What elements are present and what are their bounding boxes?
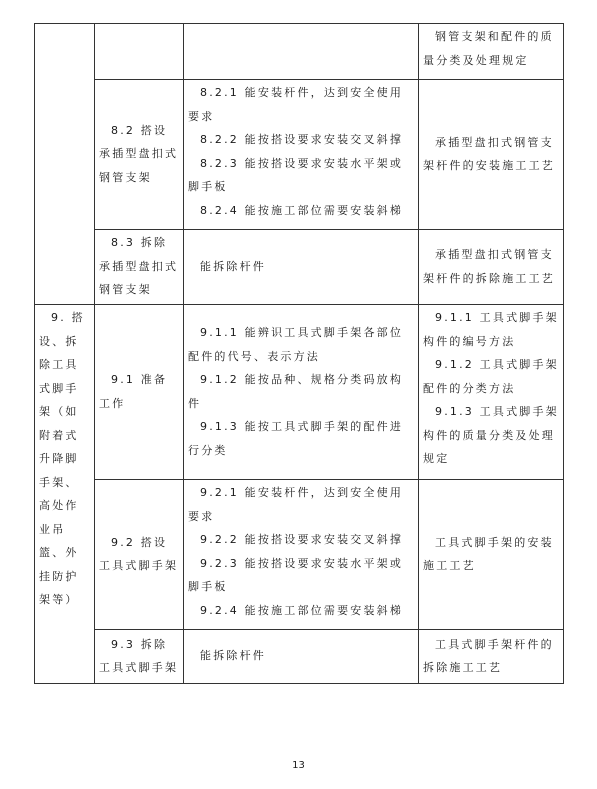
table-row: [35, 630, 564, 684]
requirement-line: 8.2.2 能按搭设要求安装交叉斜撑: [200, 133, 404, 146]
knowledge-line: 9.1.2 工具式脚手架配件的分类方法: [423, 358, 559, 395]
requirement-line: 8.2.4 能按施工部位需要安装斜梯: [200, 203, 404, 217]
table-row: [35, 230, 564, 305]
work-item-cell: 8.3 拆除承插型盘扣式钢管支架: [95, 230, 184, 305]
skill-requirement-cell: 能拆除杆件: [184, 230, 419, 305]
requirement-line: 9.1.2 能按品种、规格分类码放构件: [188, 373, 404, 410]
knowledge-cell: 钢管支架和配件的质量分类及处理规定: [419, 24, 564, 80]
knowledge-cell: [419, 305, 564, 480]
table-row: [35, 24, 564, 80]
knowledge-cell: 工具式脚手架杆件的拆除施工工艺: [419, 630, 564, 684]
work-item-cell: 8.2 搭设承插型盘扣式钢管支架: [95, 80, 184, 230]
requirement-line: 9.2.3 能按搭设要求安装水平架或脚手板: [188, 556, 404, 593]
work-item-cell: 9.1 准备工作: [95, 305, 184, 480]
skill-requirement-cell: [184, 480, 419, 630]
page-number: 13: [292, 760, 305, 771]
requirement-line: 9.2.2 能按搭设要求安装交叉斜撑: [200, 533, 404, 546]
skill-requirement-cell: [184, 24, 419, 80]
skill-requirement-cell: 能拆除杆件: [184, 630, 419, 684]
knowledge-line: 9.1.1 工具式脚手架构件的编号方法: [423, 311, 559, 348]
skill-requirement-cell: [184, 305, 419, 480]
knowledge-line: 9.1.3 工具式脚手架构件的质量分类及处理规定: [423, 405, 559, 465]
knowledge-cell: 工具式脚手架的安装施工工艺: [419, 480, 564, 630]
requirement-line: 9.1.1 能辨识工具式脚手架各部位配件的代号、表示方法: [188, 326, 404, 363]
skill-category-cell: 9. 搭设、拆除工具式脚手架（如附着式升降脚手架、高处作业吊篮、外挂防护架等）: [35, 305, 95, 684]
table-row: [35, 80, 564, 230]
requirement-line: 9.2.1 能安装杆件，达到安全使用要求: [188, 486, 404, 523]
table-row: [35, 480, 564, 630]
work-item-cell: [95, 24, 184, 80]
skill-requirements-table: [34, 23, 564, 684]
work-item-cell: 9.2 搭设工具式脚手架: [95, 480, 184, 630]
requirement-line: 8.2.3 能按搭设要求安装水平架或脚手板: [188, 156, 404, 193]
knowledge-cell: 承插型盘扣式钢管支架杆件的拆除施工工艺: [419, 230, 564, 305]
table-row: [35, 305, 564, 480]
skill-requirement-cell: [184, 80, 419, 230]
knowledge-cell: 承插型盘扣式钢管支架杆件的安装施工工艺: [419, 80, 564, 230]
work-item-cell: 9.3 拆除工具式脚手架: [95, 630, 184, 684]
requirement-line: 9.2.4 能按施工部位需要安装斜梯: [200, 603, 404, 617]
requirement-line: 9.1.3 能按工具式脚手架的配件进行分类: [188, 420, 404, 457]
requirement-line: 8.2.1 能安装杆件，达到安全使用要求: [188, 86, 404, 123]
skill-cell-8: [35, 24, 95, 305]
